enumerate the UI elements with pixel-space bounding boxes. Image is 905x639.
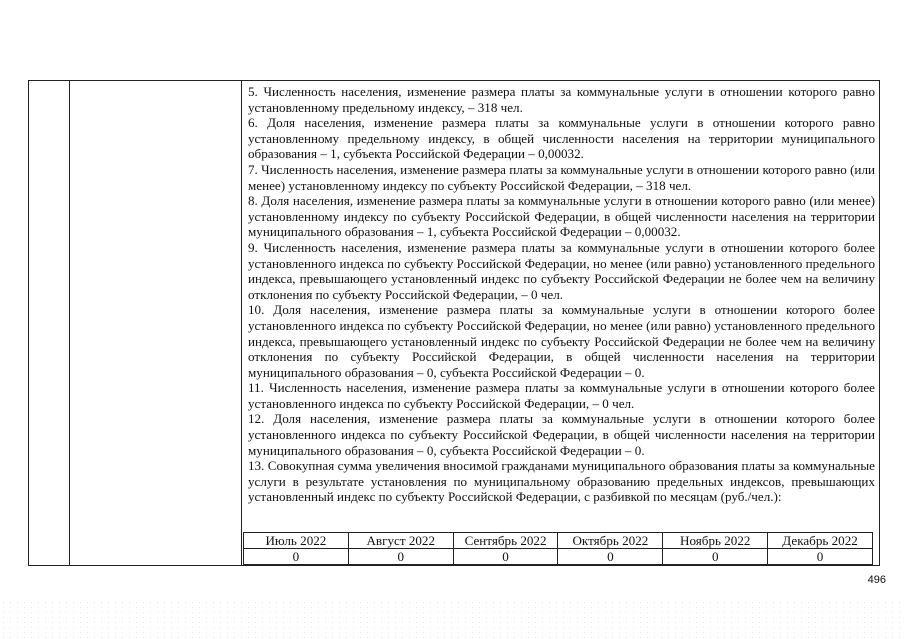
header-cell-september: Сентябрь 2022 <box>453 533 558 549</box>
paragraph-5: 5. Численность населения, изменение размера платы за коммунальные услуги в отношении которого равно установленному предельному индексу, – 318 чел. <box>248 84 875 115</box>
value-cell-september: 0 <box>453 549 558 565</box>
value-cell-july: 0 <box>244 549 349 565</box>
table-header-row <box>244 533 873 549</box>
scan-noise <box>0 600 905 639</box>
value-cell-november: 0 <box>663 549 768 565</box>
paragraph-8: 8. Доля населения, изменение размера платы за коммунальные услуги в отношении которого равно (или менее) установленному индексу по субъекту Российской Федерации, в общей численности населения на территории муниципального образования – 1, субъекта Российской Федерации – 0,00032. <box>248 193 875 240</box>
page-number: 496 <box>867 574 886 586</box>
header-cell-october: Октябрь 2022 <box>558 533 663 549</box>
table-row <box>244 549 873 565</box>
paragraph-10: 10. Доля населения, изменение размера платы за коммунальные услуги в отношении которого более установленного индекса по субъекту Российской Федерации, но менее (или равно) установленного предельного индекса, превышающего установленный индекс по субъекту Российской Федерации не более чем на величину отклонения по субъекту Российской Федерации, в общей численности населения на территории муниципального образования – 0, субъекта Российской Федерации – 0. <box>248 302 875 380</box>
paragraph-9: 9. Численность населения, изменение размера платы за коммунальные услуги в отношении которого более установленного индекса по субъекту Российской Федерации, но менее (или равно) установленного предельного индекса, превышающего установленный индекс по субъекту Российской Федерации не более чем на величину отклонения по субъекту Российской Федерации, – 0 чел. <box>248 239 875 302</box>
column-divider <box>69 80 70 566</box>
value-cell-december: 0 <box>768 549 873 565</box>
monthly-sum-table <box>243 532 873 565</box>
header-cell-november: Ноябрь 2022 <box>663 533 768 549</box>
paragraph-12: 12. Доля населения, изменение размера платы за коммунальные услуги в отношении которого более установленного индекса по субъекту Российской Федерации, в общей численности населения на территории муниципального образования – 0, субъекта Российской Федерации – 0. <box>248 411 875 458</box>
column-divider <box>241 80 242 566</box>
header-cell-july: Июль 2022 <box>244 533 349 549</box>
header-cell-december: Декабрь 2022 <box>768 533 873 549</box>
paragraph-6: 6. Доля населения, изменение размера платы за коммунальные услуги в отношении которого равно установленному предельному индексу, в общей численности населения на территории муниципального образования – 1, субъекта Российской Федерации – 0,00032. <box>248 115 875 162</box>
paragraph-7: 7. Численность населения, изменение размера платы за коммунальные услуги в отношении которого равно (или менее) установленному индексу по субъекту Российской Федерации, – 318 чел. <box>248 161 875 193</box>
value-cell-august: 0 <box>348 549 453 565</box>
paragraph-13: 13. Совокупная сумма увеличения вносимой гражданами муниципального образования платы за коммунальные услуги в результате установления по муниципальному образованию предельных индексов, превышающих установленный индекс по субъекту Российской Федерации, с разбивкой по месяцам (руб./чел.): <box>248 458 875 505</box>
value-cell-october: 0 <box>558 549 663 565</box>
paragraph-11: 11. Численность населения, изменение размера платы за коммунальные услуги в отношении которого более установленного индекса по субъекту Российской Федерации, – 0 чел. <box>248 380 875 411</box>
header-cell-august: Август 2022 <box>348 533 453 549</box>
content-cell <box>248 84 875 505</box>
